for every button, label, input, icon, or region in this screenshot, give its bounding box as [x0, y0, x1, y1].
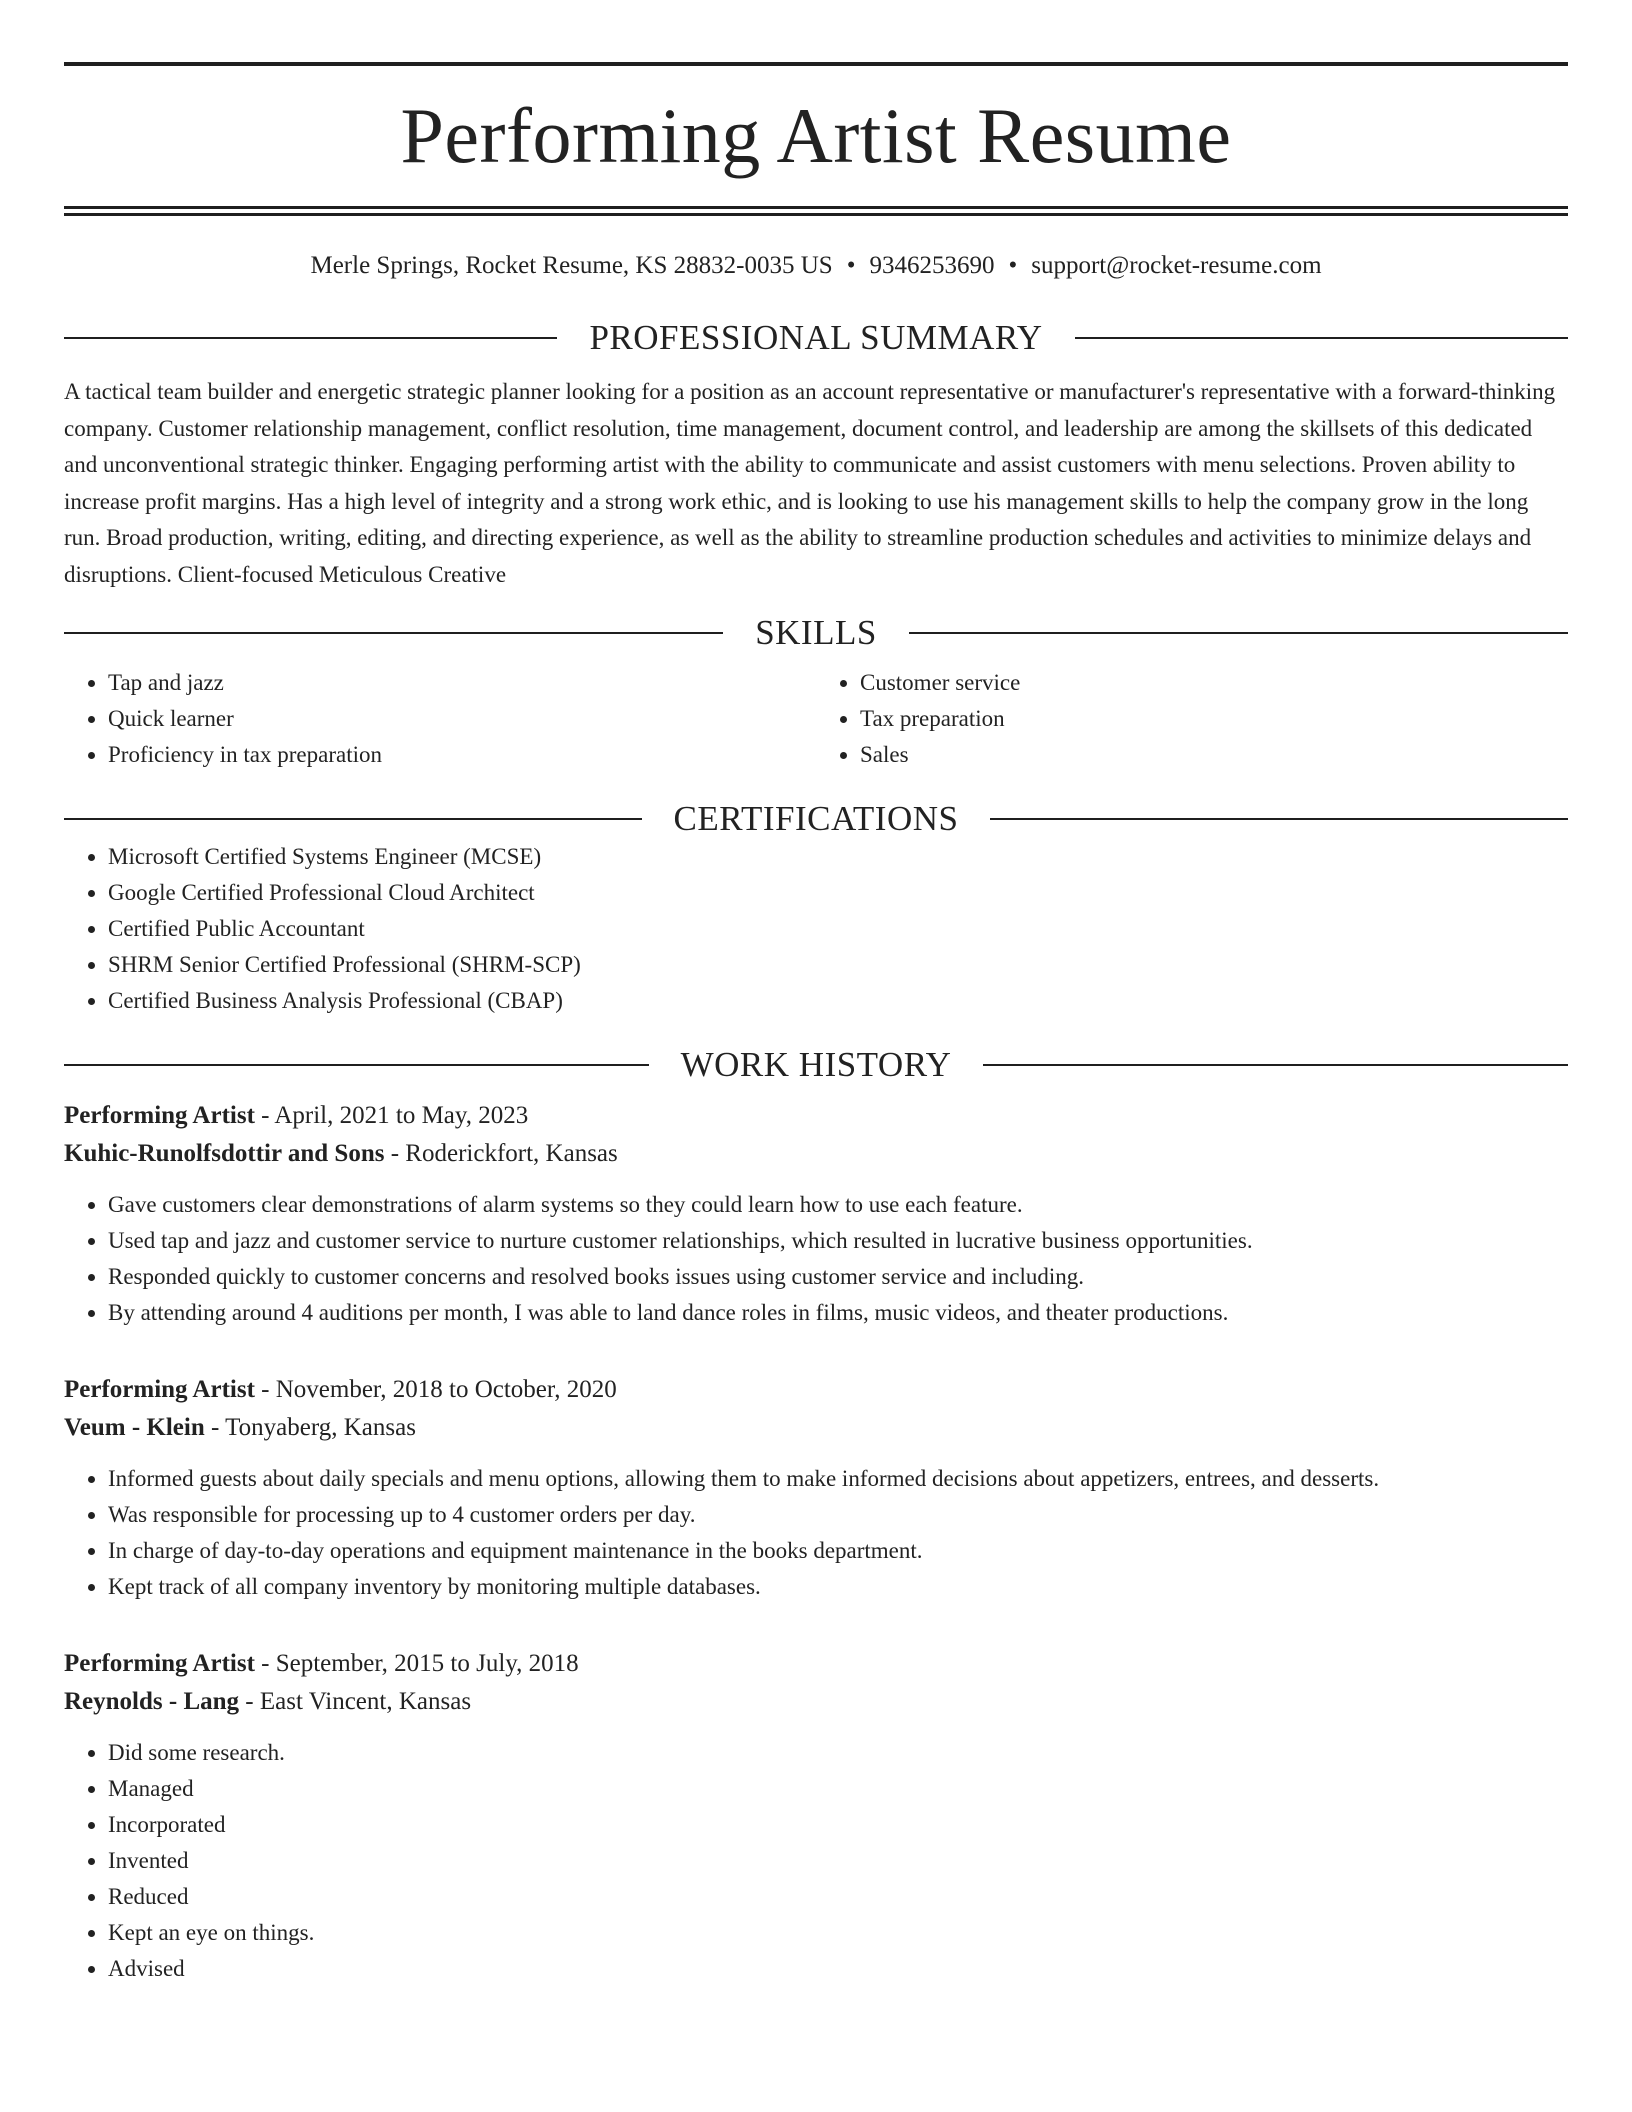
section-rule	[64, 1064, 649, 1066]
job-location: - East Vincent, Kansas	[239, 1688, 472, 1715]
section-rule	[1075, 337, 1568, 339]
job-company-line	[64, 1409, 1568, 1447]
section-rule	[64, 818, 642, 820]
skills-heading: SKILLS	[755, 613, 877, 652]
job-role: Performing Artist	[64, 1376, 255, 1403]
job-entry	[64, 1645, 1568, 1987]
job-duties-list	[64, 1461, 1568, 1605]
job-company: Kuhic-Runolfsdottir and Sons	[64, 1140, 385, 1167]
contact-address: Merle Springs, Rocket Resume, KS 28832-0035 US	[310, 252, 833, 279]
job-entry	[64, 1097, 1568, 1331]
contact-separator: •	[846, 252, 856, 279]
job-duty: • By attending around 4 auditions per month, I was able to land dance roles in films, music videos, and theater productions.	[108, 1295, 1568, 1331]
job-dates: - April, 2021 to May, 2023	[254, 1102, 529, 1129]
job-duty: • In charge of day-to-day operations and equipment maintenance in the books department.	[108, 1533, 1568, 1569]
certifications-heading: CERTIFICATIONS	[673, 799, 959, 838]
job-entry	[64, 1371, 1568, 1605]
contact-separator: •	[1008, 252, 1018, 279]
skills-list-right	[816, 665, 1568, 773]
skills-section-header	[64, 613, 1568, 653]
job-duty: • Responded quickly to customer concerns and resolved books issues using customer service and including.	[108, 1259, 1568, 1295]
job-duty: • Used tap and jazz and customer service to nurture customer relationships, which resulted in lucrative business opportunities.	[108, 1223, 1568, 1259]
job-company-line	[64, 1683, 1568, 1721]
certifications-list	[64, 839, 1568, 1019]
job-duty: • Informed guests about daily specials and menu options, allowing them to make informed decisions about appetizers, entrees, and desserts.	[108, 1461, 1568, 1497]
certification-item: • SHRM Senior Certified Professional (SHRM-SCP)	[108, 947, 1568, 983]
job-company: Reynolds - Lang	[64, 1688, 240, 1715]
contact-email: support@rocket-resume.com	[1031, 252, 1322, 279]
job-duty: • Kept track of all company inventory by monitoring multiple databases.	[108, 1569, 1568, 1605]
job-title-line	[64, 1371, 1568, 1409]
job-duties-list	[64, 1735, 1568, 1987]
summary-section-header	[64, 318, 1568, 358]
section-rule	[909, 632, 1568, 634]
resume-page	[64, 0, 1568, 1987]
contact-phone: 9346253690	[869, 252, 995, 279]
job-duties-list	[64, 1187, 1568, 1331]
job-dates: - November, 2018 to October, 2020	[254, 1376, 617, 1403]
job-duty: • Gave customers clear demonstrations of alarm systems so they could learn how to use each feature.	[108, 1187, 1568, 1223]
job-duty: • Incorporated	[108, 1807, 1568, 1843]
job-title-line	[64, 1645, 1568, 1683]
job-location: - Roderickfort, Kansas	[384, 1140, 618, 1167]
job-role: Performing Artist	[64, 1650, 255, 1677]
skill-item: • Sales	[860, 737, 1568, 773]
title-top-rule	[64, 62, 1568, 66]
certification-item: • Microsoft Certified Systems Engineer (MCSE)	[108, 839, 1568, 875]
work-history-section-header	[64, 1045, 1568, 1085]
job-duty: • Did some research.	[108, 1735, 1568, 1771]
skill-item: • Tax preparation	[860, 701, 1568, 737]
job-role: Performing Artist	[64, 1102, 255, 1129]
job-duty: • Managed	[108, 1771, 1568, 1807]
skill-item: • Tap and jazz	[108, 665, 816, 701]
summary-text: A tactical team builder and energetic strategic planner looking for a position as an account representative or manufacturer's representative with a forward-thinking company. Customer relationship management, conflict resolution, time management, document control, and leadership are among the skillsets of this dedicated and unconventional strategic thinker. Engaging performing artist with the ability to communicate and assist customers with menu selections. Proven ability to increase profit margins. Has a high level of integrity and a strong work ethic, and is looking to use his management skills to help the company grow in the long run. Broad production, writing, editing, and directing experience, as well as the ability to streamline production schedules and activities to minimize delays and disruptions. Client-focused Meticulous Creative	[64, 379, 1556, 587]
skill-item: • Customer service	[860, 665, 1568, 701]
section-rule	[983, 1064, 1568, 1066]
work-history-heading: WORK HISTORY	[680, 1045, 952, 1084]
section-rule	[64, 632, 723, 634]
certification-item: • Certified Business Analysis Professional (CBAP)	[108, 983, 1568, 1019]
job-title-line	[64, 1097, 1568, 1135]
skills-list-left	[64, 665, 816, 773]
job-duty: • Was responsible for processing up to 4 customer orders per day.	[108, 1497, 1568, 1533]
certification-item: • Google Certified Professional Cloud Architect	[108, 875, 1568, 911]
skill-item: • Proficiency in tax preparation	[108, 737, 816, 773]
job-duty: • Reduced	[108, 1879, 1568, 1915]
job-company-line	[64, 1135, 1568, 1173]
job-company: Veum - Klein	[64, 1414, 205, 1441]
certifications-section-header	[64, 799, 1568, 839]
summary-heading: PROFESSIONAL SUMMARY	[589, 318, 1043, 357]
section-rule	[64, 337, 557, 339]
skills-grid	[64, 665, 1568, 773]
certification-item: • Certified Public Accountant	[108, 911, 1568, 947]
job-location: - Tonyaberg, Kansas	[204, 1414, 416, 1441]
title-bottom-rule	[64, 206, 1568, 216]
job-duty: • Kept an eye on things.	[108, 1915, 1568, 1951]
job-duty: • Invented	[108, 1843, 1568, 1879]
contact-line	[64, 250, 1568, 282]
skill-item: • Quick learner	[108, 701, 816, 737]
job-dates: - September, 2015 to July, 2018	[254, 1650, 579, 1677]
resume-title: Performing Artist Resume	[400, 92, 1232, 179]
job-duty: • Advised	[108, 1951, 1568, 1987]
section-rule	[990, 818, 1568, 820]
